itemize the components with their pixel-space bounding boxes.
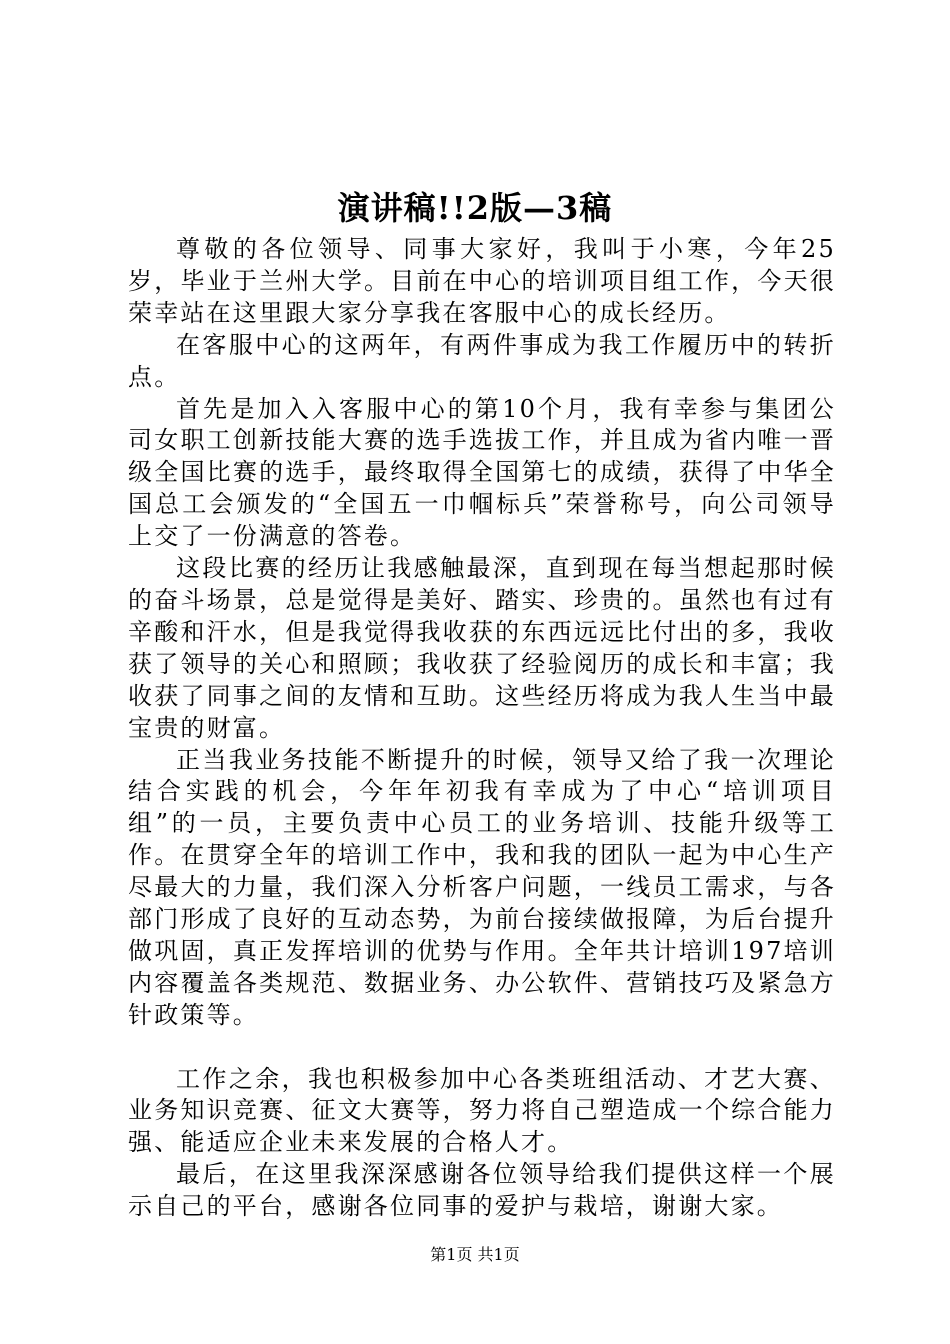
document-body (128, 234, 836, 1223)
paragraph-training: 正当我业务技能不断提升的时候，领导又给了我一次理论结合实践的机会，今年年初我有幸成为了中心“培训项目组”的一员，主要负责中心员工的业务培训、技能升级等工作。在贯穿全年的培训工作中，我和我的团队一起为中心生产尽最大的力量，我们深入分析客户问题，一线员工需求，与各部门形成了良好的互动态势，为前台接续做报障，为后台提升做巩固，真正发挥培训的优势与作用。全年共计培训197培训内容覆盖各类规范、数据业务、办公软件、营销技巧及紧急方针政策等。 (128, 745, 836, 1029)
document-title: 演讲稿!!2版—3稿 (337, 189, 613, 227)
paragraph-experience: 这段比赛的经历让我感触最深，直到现在每当想起那时候的奋斗场景，总是觉得是美好、踏实、珍贵的。虽然也有过有辛酸和汗水，但是我觉得我收获的东西远远比付出的多，我收获了领导的关心和照顾；我收获了经验阅历的成长和丰富；我收获了同事之间的友情和互助。这些经历将成为我人生当中最宝贵的财富。 (128, 554, 836, 742)
paragraph-activities: 工作之余，我也积极参加中心各类班组活动、才艺大赛、业务知识竞赛、征文大赛等，努力将自己塑造成一个综合能力强、能适应企业未来发展的合格人才。 (128, 1064, 836, 1157)
paragraph-competition: 首先是加入入客服中心的第10个月，我有幸参与集团公司女职工创新技能大赛的选手选拔工作，并且成为省内唯一晋级全国比赛的选手，最终取得全国第七的成绩，获得了中华全国总工会颁发的“全国五一巾帼标兵”荣誉称号，向公司领导上交了一份满意的答卷。 (128, 394, 836, 551)
paragraph-closing: 最后，在这里我深深感谢各位领导给我们提供这样一个展示自己的平台，感谢各位同事的爱护与栽培，谢谢大家。 (128, 1160, 836, 1221)
page-footer: 第1页 共1页 (430, 1245, 520, 1264)
paragraph-greeting: 尊敬的各位领导、同事大家好，我叫于小寒，今年25岁，毕业于兰州大学。目前在中心的培训项目组工作，今天很荣幸站在这里跟大家分享我在客服中心的成长经历。 (128, 235, 836, 327)
paragraph-turning-points: 在客服中心的这两年，有两件事成为我工作履历中的转折点。 (128, 330, 836, 391)
